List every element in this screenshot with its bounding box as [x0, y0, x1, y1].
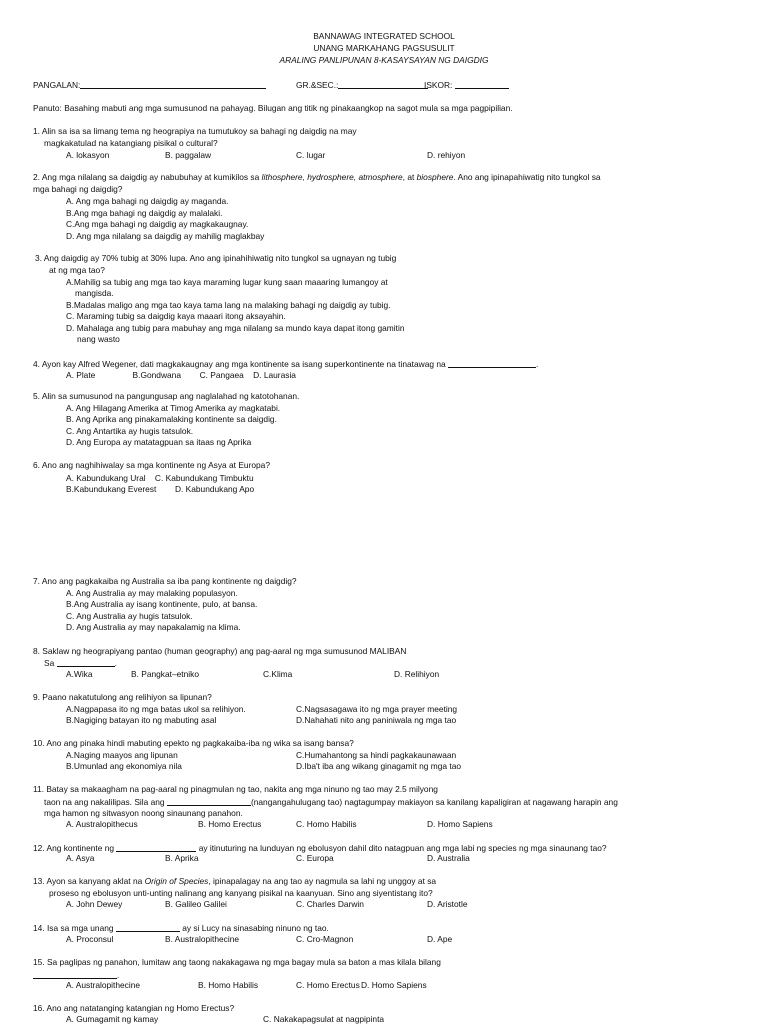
- q7-option-d: D. Ang Australia ay may napakalamig na klima.: [66, 622, 241, 632]
- q11-option-b: B. Homo Erectus: [198, 819, 262, 829]
- q3-stem-2: at ng mga tao?: [49, 265, 105, 275]
- q15-option-d: D. Homo Sapiens: [361, 980, 427, 990]
- q10-option-d: D.Iba't iba ang wikang ginagamit ng mga tao: [296, 761, 462, 771]
- section-field: [296, 79, 428, 91]
- q8-sa: Sa: [44, 658, 55, 668]
- q13-stem-2: proseso ng ebolusyon unti-unting nalinang ang kanyang pisikal na kaanyuan. Sino ang siyentistang ito?: [49, 888, 433, 898]
- q13-option-b: B. Galileo Galilei: [165, 899, 227, 909]
- q3-option-d: D. Mahalaga ang tubig para mabuhay ang mga nilalang sa mundo kaya dapat itong gamitin: [66, 323, 405, 333]
- q11-stem-3: mga hamon ng sitwasyon noong sinaunang panahon.: [44, 808, 243, 818]
- q2-option-d: D. Ang mga nilalang sa daigdig ay mahilig maglakbay: [66, 231, 265, 241]
- instructions: Panuto: Basahing mabuti ang mga sumusunod na pahayag. Bilugan ang titik ng pinakaangkop na sagot mula sa mga pagpipilian.: [33, 103, 513, 113]
- q1-option-c: C. lugar: [296, 150, 326, 160]
- q5-option-b: B. Ang Aprika ang pinakamalaking kontinente sa daigdig.: [66, 414, 277, 424]
- q6-stem: 6. Ano ang naghihiwalay sa mga kontinente ng Asya at Europa?: [33, 460, 270, 470]
- q7-stem: 7. Ano ang pagkakaiba ng Australia sa iba pang kontinente ng daigdig?: [33, 576, 297, 586]
- q11-stem-2a: taon na ang nakalilipas. Sila ang: [44, 797, 165, 807]
- section-label: GR.&SEC.:: [296, 80, 339, 90]
- q3-option-a-cont: mangisda.: [75, 288, 114, 298]
- q6-options-row-1: A. Kabundukang Ural C. Kabundukang Timbuktu: [66, 473, 254, 483]
- q2-option-b: B.Ang mga bahagi ng daigdig ay malalaki.: [66, 208, 223, 218]
- q14-option-b: B. Australopithecine: [165, 934, 240, 944]
- score-blank: [455, 79, 509, 89]
- q9-option-d: D.Nahahati nito ang paniniwala ng mga tao: [296, 715, 457, 725]
- q7-option-b: B.Ang Australia ay isang kontinente, pulo, at bansa.: [66, 599, 258, 609]
- q11-option-c: C. Homo Habilis: [296, 819, 357, 829]
- q4-stem: 4. Ayon kay Alfred Wegener, dati magkakaugnay ang mga kontinente sa isang superkontinente na tinatawag na .: [33, 359, 539, 369]
- q11-option-a: A. Australopithecus: [66, 819, 138, 829]
- q13-option-c: C. Charles Darwin: [296, 899, 364, 909]
- q3-option-a: A.Mahilig sa tubig ang mga tao kaya maraming lugar kung saan maaaring lumangoy at: [66, 277, 388, 287]
- q12-option-c: C. Europa: [296, 853, 334, 863]
- q16-stem: 16. Ano ang natatanging katangian ng Homo Erectus?: [33, 1003, 235, 1013]
- q7-option-c: C. Ang Australia ay hugis tatsulok.: [66, 611, 193, 621]
- q11-stem-2: [44, 796, 618, 808]
- q15-option-b: B. Homo Habilis: [198, 980, 259, 990]
- q10-option-b: B.Umunlad ang ekonomiya nila: [66, 761, 182, 771]
- q9-option-c: C.Nagsasagawa ito ng mga prayer meeting: [296, 704, 458, 714]
- name-blank: [80, 79, 266, 89]
- q14-stem-a: 14. Isa sa mga unang: [33, 923, 114, 933]
- q8-stem-1: 8. Saklaw ng heograpiyang pantao (human geography) ang pag-aaral ng mga sumusunod MALIBAN: [33, 646, 407, 656]
- q2-stem-1b: , at: [402, 172, 417, 182]
- q8-option-a: A.Wika: [66, 669, 93, 679]
- q3-stem-1: 3. Ang daigdig ay 70% tubig at 30% lupa. Ano ang ipinahihiwatig nito tungkol sa ugnayan ng tubig: [35, 253, 397, 263]
- q10-option-a: A.Naging maayos ang lipunan: [66, 750, 178, 760]
- q1-stem-1: 1. Alin sa isa sa limang tema ng heograpiya na tumutukoy sa bahagi ng daigdig na may: [33, 126, 357, 136]
- q15-option-a: A. Australopithecine: [66, 980, 141, 990]
- q2-spheres: lithosphere, hydrosphere, atmosphere: [261, 172, 403, 182]
- q1-stem-2: magkakatulad na katangiang pisikal o cultural?: [44, 138, 218, 148]
- q13-stem-1: [33, 876, 436, 887]
- q6-options-row-2: B.Kabundukang Everest D. Kabundukang Apo: [66, 484, 255, 494]
- score-label: ISKOR:: [424, 80, 453, 90]
- q10-stem: 10. Ano ang pinaka hindi mabuting epekto ng pagkakaiba-iba ng wika sa isang bansa?: [33, 738, 354, 748]
- q9-option-b: B.Nagiging batayan ito ng mabuting asal: [66, 715, 217, 725]
- q10-option-c: C.Humahantong sa hindi pagkakaunawaan: [296, 750, 457, 760]
- q14-stem: [33, 922, 329, 934]
- q11-stem-1: 11. Batay sa makaagham na pag-aaral ng pinagmulan ng tao, nakita ang mga ninuno ng tao may 2.5 milyong: [33, 784, 438, 794]
- score-field: [424, 79, 509, 91]
- q2-stem-1c: . Ano ang ipinapahiwatig nito tungkol sa: [453, 172, 601, 182]
- q4-blank: [448, 358, 536, 368]
- q15-option-c: C. Homo Erectus: [296, 980, 360, 990]
- q12-option-a: A. Asya: [66, 853, 95, 863]
- q8-stem-2: Sa .: [44, 658, 117, 668]
- q1-option-b: B. paggalaw: [165, 150, 212, 160]
- q15-blank: [33, 969, 117, 979]
- q7-option-a: A. Ang Australia ay may malaking populasyon.: [66, 588, 238, 598]
- q5-option-c: C. Ang Antartika ay hugis tatsulok.: [66, 426, 194, 436]
- q3-option-b: B.Madalas maligo ang mga tao kaya tama lang na malaking bahagi ng daigdig ay tubig.: [66, 300, 391, 310]
- q8-option-b: B. Pangkat–etniko: [131, 669, 199, 679]
- q11-blank: [167, 796, 251, 806]
- q3-option-c: C. Maraming tubig sa daigdig kaya maaari itong aksayahin.: [66, 311, 286, 321]
- q14-blank: [116, 922, 180, 932]
- q12-stem-b: ay itinuturing na lunduyan ng ebolusyon dahil dito natagpuan ang mga labi ng species ng mga sinaunang tao?: [198, 843, 607, 853]
- q13-book-title: Origin of Species: [144, 876, 209, 886]
- q14-option-a: A. Proconsul: [66, 934, 114, 944]
- q5-option-a: A. Ang Hilagang Amerika at Timog Amerika ay magkatabi.: [66, 403, 281, 413]
- q9-option-a: A.Nagpapasa ito ng mga batas ukol sa relihiyon.: [66, 704, 246, 714]
- q11-stem-2b: (nangangahulugang tao) nagtagumpay makiayon sa kanilang kapaligiran at nagawang harapin ang: [250, 797, 618, 807]
- q5-stem: 5. Alin sa sumusunod na pangungusap ang naglalahad ng katotohanan.: [33, 391, 300, 401]
- q14-option-d: D. Ape: [427, 934, 453, 944]
- q4-stem-text: 4. Ayon kay Alfred Wegener, dati magkakaugnay ang mga kontinente sa isang superkontinente na tinatawag na: [33, 359, 446, 369]
- q13-option-a: A. John Dewey: [66, 899, 123, 909]
- q13-stem-1a: 13. Ayon sa kanyang aklat na: [33, 876, 145, 886]
- q14-option-c: C. Cro-Magnon: [296, 934, 354, 944]
- section-blank: [338, 79, 428, 89]
- q2-option-c: C.Ang mga bahagi ng daigdig ay magkakaugnay.: [66, 219, 249, 229]
- q13-option-d: D. Aristotle: [427, 899, 468, 909]
- q12-option-b: B. Aprika: [165, 853, 199, 863]
- q15-blank-line: .: [33, 969, 119, 981]
- q12-stem-a: 12. Ang kontinente ng: [33, 843, 115, 853]
- q2-biosphere: biosphere: [416, 172, 454, 182]
- q9-stem: 9. Paano nakatutulong ang relihiyon sa lipunan?: [33, 692, 212, 702]
- q12-option-d: D. Australia: [427, 853, 470, 863]
- name-label: PANGALAN:: [33, 80, 81, 90]
- name-field: [33, 79, 266, 91]
- q15-stem: 15. Sa paglipas ng panahon, lumitaw ang taong nakakagawa ng mga bagay mula sa baton a mas kilala bilang: [33, 957, 441, 967]
- q12-stem: [33, 842, 607, 854]
- q12-blank: [116, 842, 196, 852]
- q16-option-a: A. Gumagamit ng kamay: [66, 1014, 159, 1024]
- q2-option-a: A. Ang mga bahagi ng daigdig ay maganda.: [66, 196, 229, 206]
- q2-stem-2: mga bahagi ng daigdig?: [33, 184, 123, 194]
- school-name: BANNAWAG INTEGRATED SCHOOL: [313, 31, 455, 41]
- q1-option-d: D. rehiyon: [427, 150, 466, 160]
- q3-option-d-cont: nang wasto: [77, 334, 120, 344]
- q11-option-d: D. Homo Sapiens: [427, 819, 493, 829]
- q8-blank: [57, 657, 115, 667]
- q8-option-c: C.Klima: [263, 669, 293, 679]
- q2-stem-1a: 2. Ang mga nilalang sa daigdig ay nabubuhay at kumikilos sa: [33, 172, 262, 182]
- q2-stem-1: [33, 172, 601, 183]
- q4-options: A. Plate B.Gondwana C. Pangaea D. Laurasia: [66, 370, 296, 380]
- subject-title: ARALING PANLIPUNAN 8-KASAYSAYAN NG DAIGDIG: [279, 55, 489, 65]
- q13-stem-1b: , ipinapalagay na ang tao ay nagmula sa lahi ng unggoy at sa: [208, 876, 437, 886]
- exam-title: UNANG MARKAHANG PAGSUSULIT: [313, 43, 455, 53]
- q8-option-d: D. Relihiyon: [394, 669, 440, 679]
- q14-stem-b: ay si Lucy na sinasabing ninuno ng tao.: [182, 923, 329, 933]
- q5-option-d: D. Ang Europa ay matatagpuan sa itaas ng Aprika: [66, 437, 252, 447]
- q16-option-c: C. Nakakapagsulat at nagpipinta: [263, 1014, 385, 1024]
- q1-option-a: A. lokasyon: [66, 150, 110, 160]
